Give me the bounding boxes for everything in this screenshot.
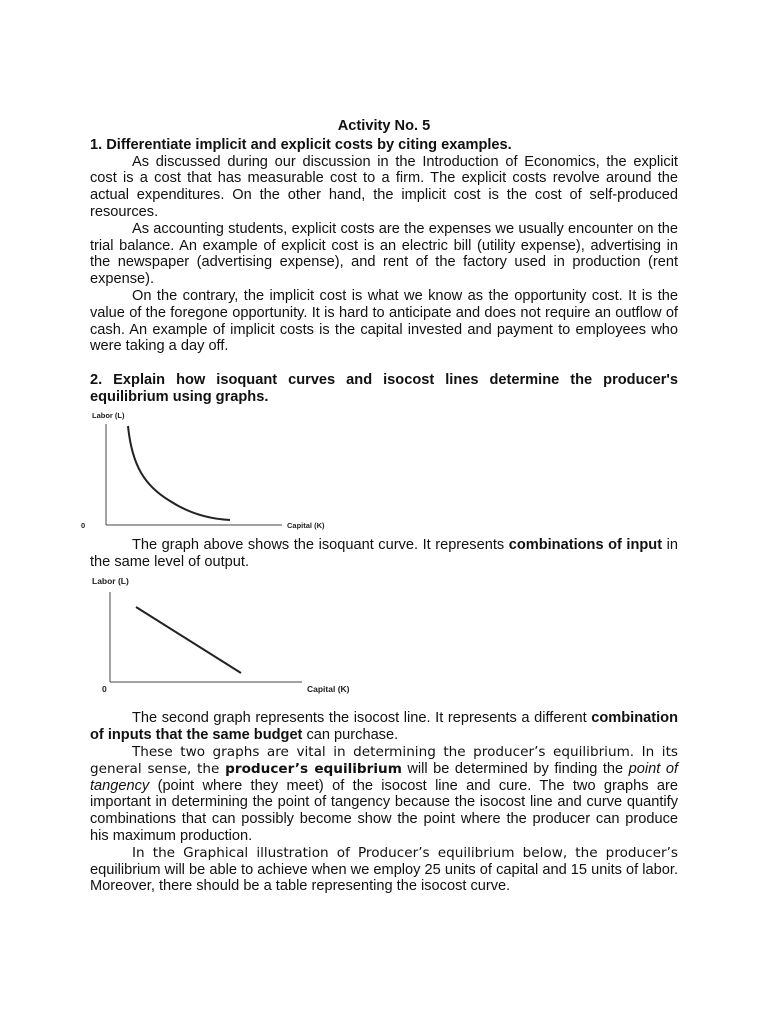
isoquant-x-label: Capital (K) xyxy=(287,520,325,530)
q2-paragraph-3: These two graphs are vital in determining the producer’s equilibrium. In its general sense, the producer’s equilibrium will be determined by finding the point of tangency (point where they meet) of the isocost line and cure. The two graphs are important in determining the point of tangency because the isocost line and curve quantify combinations that can possibly become show the point where the producer can produce his maximum production. xyxy=(90,743,678,844)
isocost-line xyxy=(136,607,241,673)
q2-paragraph-2: The second graph represents the isocost line. It represents a different combination of inputs that the same budget can purchase. xyxy=(90,710,678,744)
isocost-x-label: Capital (K) xyxy=(307,684,350,695)
isocost-graph xyxy=(90,570,678,710)
isoquant-origin: 0 xyxy=(81,520,86,530)
q1-paragraph-2: As accounting students, explicit costs are the expenses we usually encounter on the trial balance. An example of explicit cost is an electric bill (utility expense), advertising in the newspaper (advertising expense), and rent of the factory used in production (rent expense). xyxy=(90,220,678,288)
q1-paragraph-1: As discussed during our discussion in the Introduction of Economics, the explicit cost is a cost that has measurable cost to a firm. The explicit costs revolve around the actual expenditures. On the other hand, the implicit cost is the cost of self-produced resources. xyxy=(90,153,678,220)
isoquant-y-label: Labor (L) xyxy=(92,410,125,420)
q1-paragraph-3: On the contrary, the implicit cost is what we know as the opportunity cost. It is the value of the foregone opportunity. It is hard to anticipate and does not require an outflow of cash. An example of implicit costs is the capital invested and payment to employees who were taking a day off. xyxy=(90,287,678,355)
isocost-y-label: Labor (L) xyxy=(92,576,129,587)
q2-paragraph-1: The graph above shows the isoquant curve. It represents combinations of input in the same level of output. xyxy=(90,536,678,570)
question-1-heading: 1. Differentiate implicit and explicit costs by citing examples. xyxy=(90,136,512,153)
question-2-heading: 2. Explain how isoquant curves and isocost lines determine the producer's equilibrium using graphs. xyxy=(90,372,678,405)
page-title: Activity No. 5 xyxy=(337,118,431,134)
isoquant-curve xyxy=(128,426,230,520)
q2-paragraph-4: In the Graphical illustration of Producer’s equilibrium below, the producer’s equilibrium will be able to achieve when we employ 25 units of capital and 15 units of labor. Moreover, there should be a table representing the isocost curve. xyxy=(90,844,678,895)
isoquant-chart xyxy=(81,406,350,537)
isocost-chart xyxy=(90,570,380,710)
document-page xyxy=(81,118,678,895)
isoquant-graph xyxy=(81,406,678,537)
isocost-origin: 0 xyxy=(102,684,107,695)
